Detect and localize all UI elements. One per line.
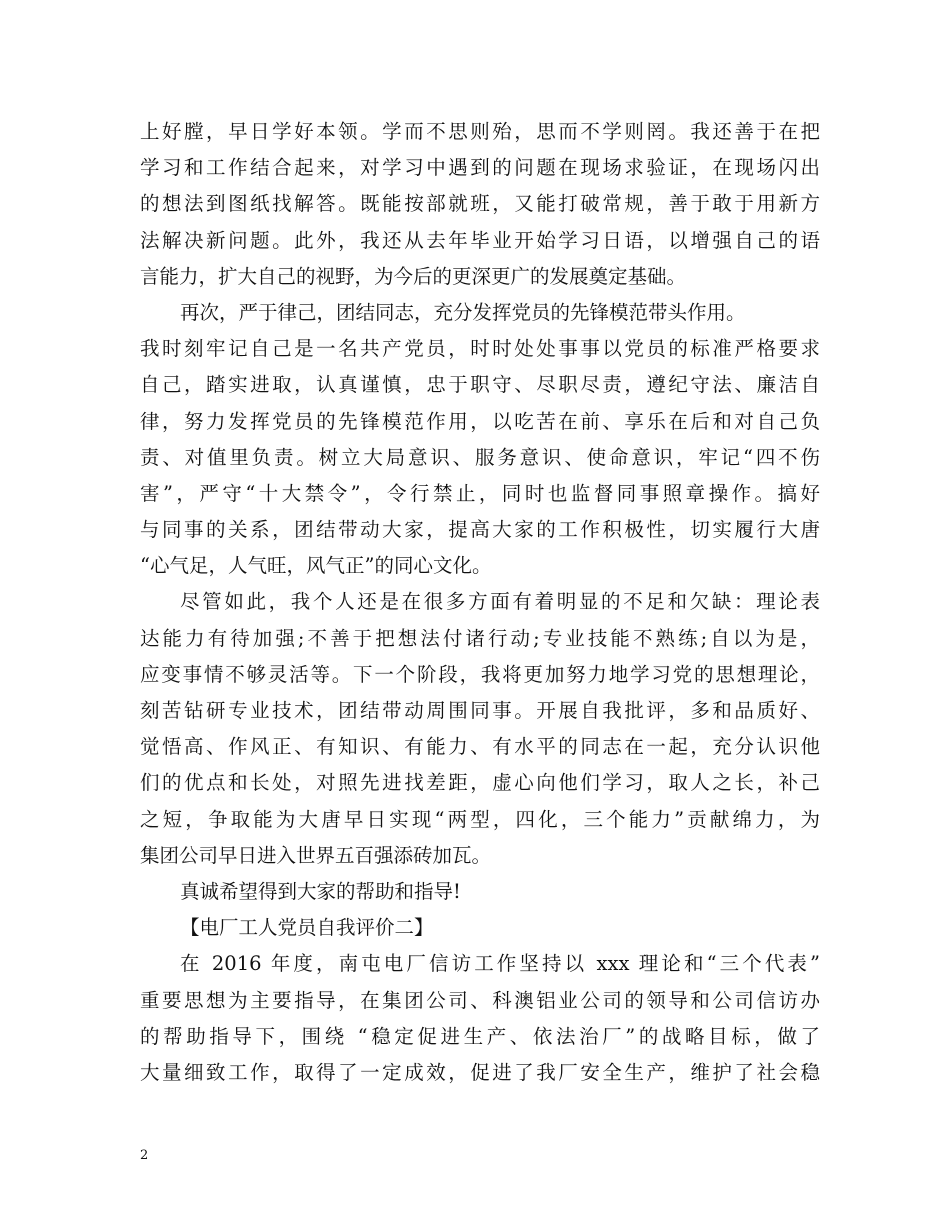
text-line: 刻苦钻研专业技术，团结带动周围同事。开展自我批评，多和品质好、 <box>140 699 820 722</box>
text-line: 大量细致工作，取得了一定成效，促进了我厂安全生产，维护了社会稳 <box>140 1060 820 1084</box>
text-line: 法解决新问题。此外，我还从去年毕业开始学习日语，以增强自己的语 <box>140 228 820 252</box>
text-line: 应变事情不够灵活等。下一个阶段，我将更加努力地学习党的思想理论， <box>140 662 820 686</box>
text-line: 学习和工作结合起来，对学习中遇到的问题在现场求验证，在现场闪出 <box>140 156 820 180</box>
text-line: 重要思想为主要指导，在集团公司、科澳铝业公司的领导和公司信访办 <box>140 988 820 1012</box>
text-line: 尽管如此，我个人还是在很多方面有着明显的不足和欠缺：理论表 <box>180 590 820 614</box>
text-line: 我时刻牢记自己是一名共产党员，时时处处事事以党员的标准严格要求 <box>140 337 820 361</box>
text-line: 上好膛，早日学好本领。学而不思则殆，思而不学则罔。我还善于在把 <box>140 120 820 143</box>
text-line: 在 2016 年度，南屯电厂信访工作坚持以 xxx 理论和“三个代表” <box>180 952 820 976</box>
page-number: 2 <box>140 1148 149 1163</box>
body-text <box>140 114 820 1091</box>
text-line: 自己，踏实进取，认真谨慎，忠于职守、尽职尽责，遵纪守法、廉洁自 <box>140 373 820 397</box>
text-line: 真诚希望得到大家的帮助和指导! <box>180 879 461 903</box>
text-line: 再次，严于律己，团结同志，充分发挥党员的先锋模范带头作用。 <box>180 300 746 324</box>
text-line: 的帮助指导下，围绕 “稳定促进生产、依法治厂”的战略目标，做了 <box>140 1024 820 1048</box>
text-line: 之短，争取能为大唐早日实现“两型，四化，三个能力”贡献绵力，为 <box>140 807 820 831</box>
text-line: “心气足，人气旺，风气正”的同心文化。 <box>140 554 492 578</box>
text-line: 责、对值里负责。树立大局意识、服务意识、使命意识，牢记“四不伤 <box>140 445 820 469</box>
text-line: 集团公司早日进入世界五百强添砖加瓦。 <box>140 843 492 867</box>
text-line: 的想法到图纸找解答。既能按部就班，又能打破常规，善于敢于用新方 <box>140 192 820 216</box>
text-line: 害”，严守“十大禁令”，令行禁止，同时也监督同事照章操作。搞好 <box>140 481 820 505</box>
text-line: 言能力，扩大自己的视野，为今后的更深更广的发展奠定基础。 <box>140 264 687 288</box>
text-line: 觉悟高、作风正、有知识、有能力、有水平的同志在一起，充分认识他 <box>140 735 820 759</box>
text-line: 达能力有待加强;不善于把想法付诸行动;专业技能不熟练;自以为是， <box>140 626 820 650</box>
text-line: 与同事的关系，团结带动大家，提高大家的工作积极性，切实履行大唐 <box>140 518 820 542</box>
section-heading: 【电厂工人党员自我评价二】 <box>180 916 434 940</box>
text-line: 律，努力发挥党员的先锋模范作用，以吃苦在前、享乐在后和对自己负 <box>140 409 820 433</box>
text-line: 们的优点和长处，对照先进找差距，虚心向他们学习，取人之长，补己 <box>140 771 820 795</box>
